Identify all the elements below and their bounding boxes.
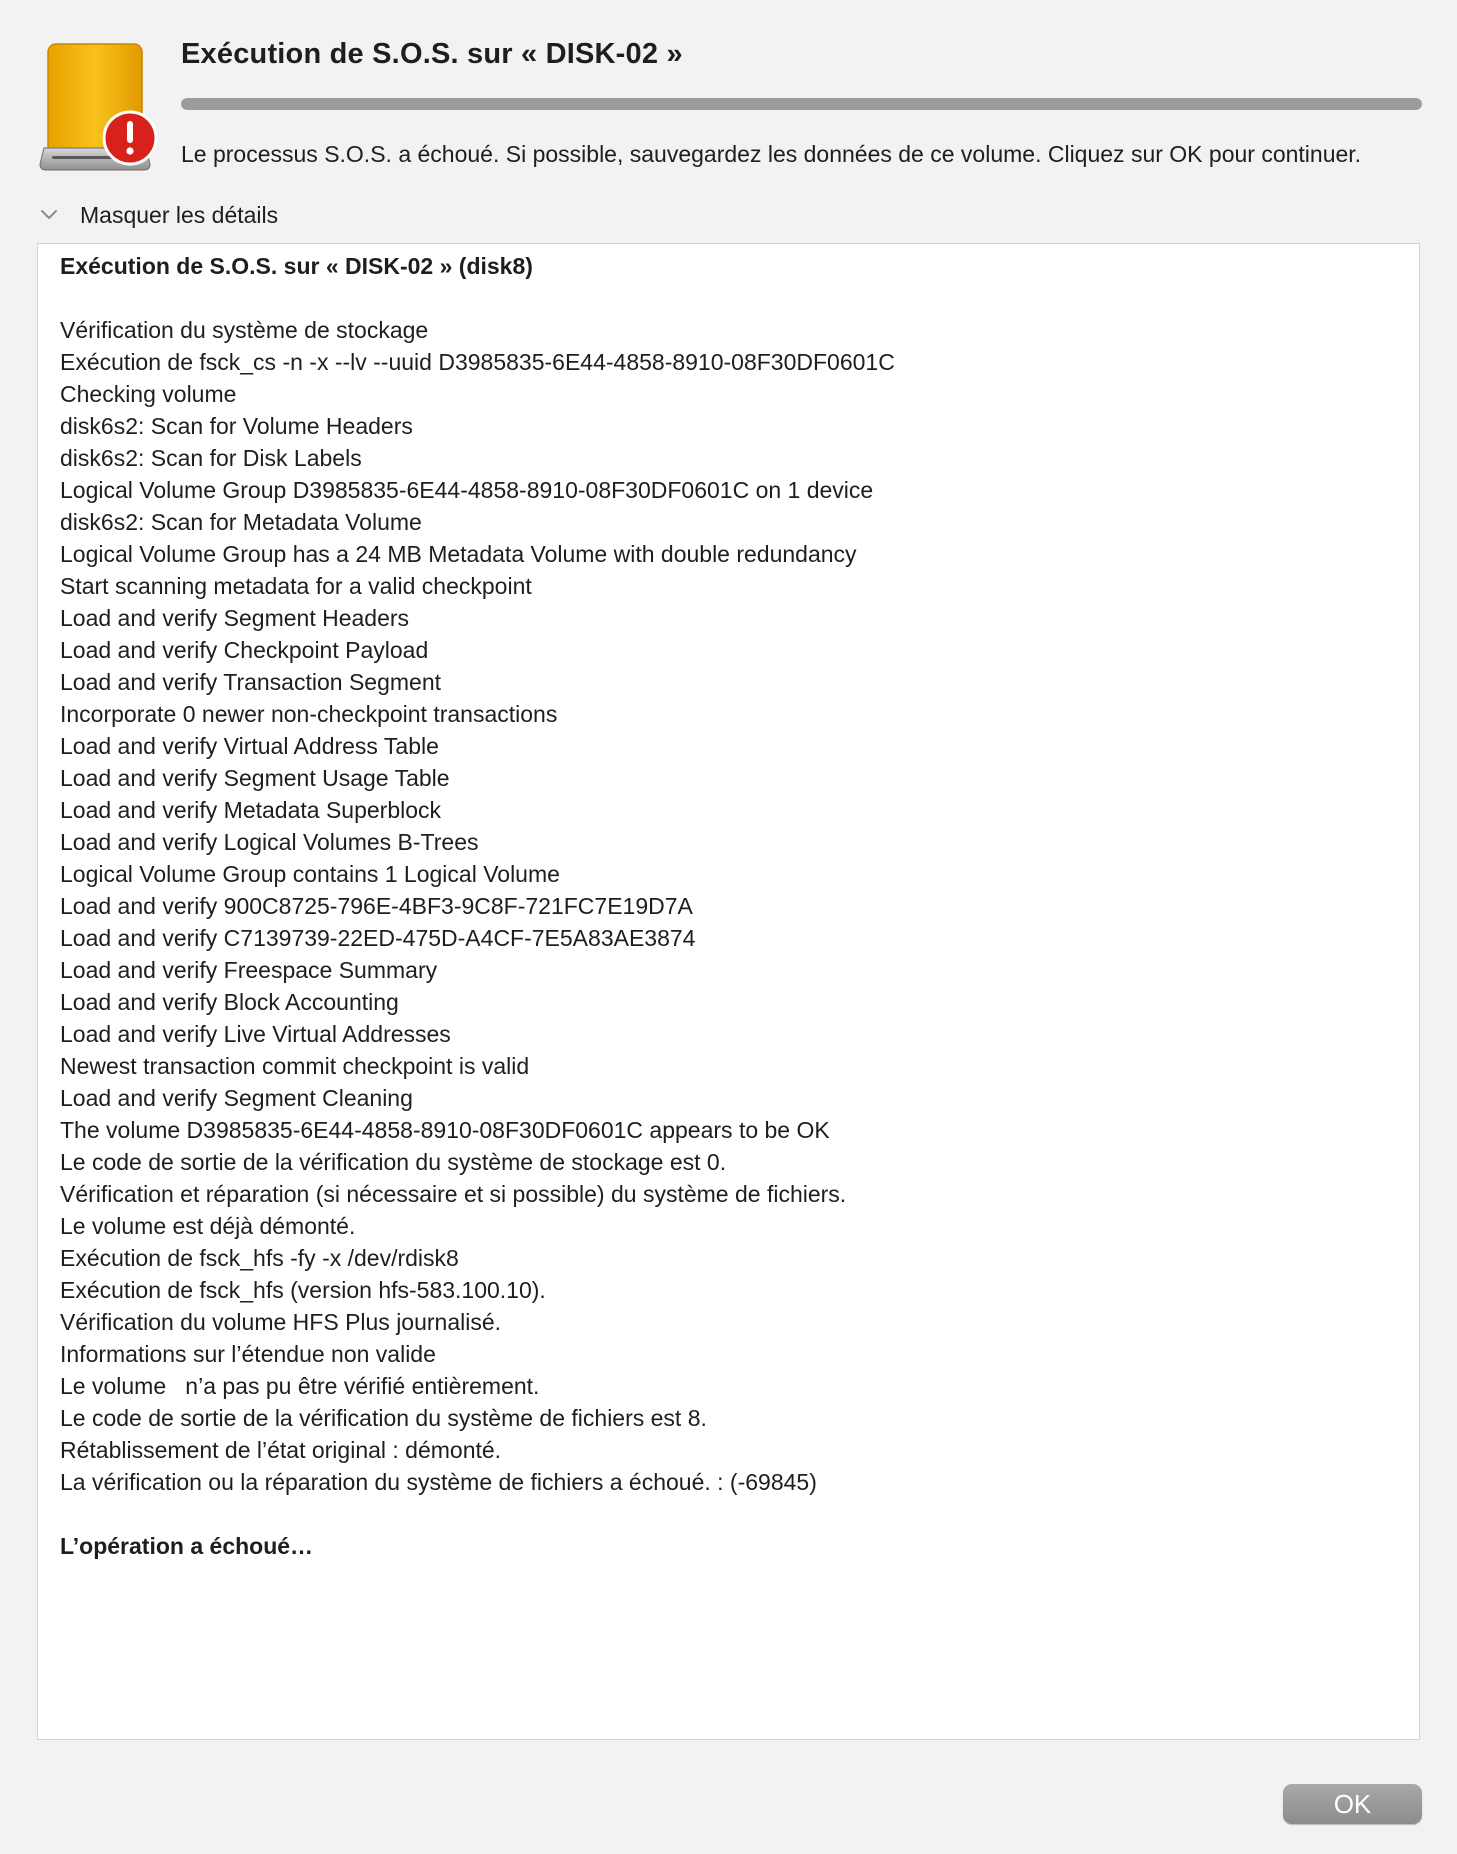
warning-badge-icon (102, 110, 158, 166)
log-line: Le code de sortie de la vérification du système de stockage est 0. (60, 1149, 727, 1175)
log-footer: L’opération a échoué… (60, 1533, 314, 1559)
log-line: La vérification ou la réparation du système de fichiers a échoué. : (-69845) (60, 1469, 817, 1495)
log-line: Load and verify Segment Cleaning (60, 1085, 413, 1111)
log-line: Exécution de fsck_hfs -fy -x /dev/rdisk8 (60, 1245, 459, 1271)
log-line: Vérification du volume HFS Plus journalisé. (60, 1309, 502, 1335)
dialog-message: Le processus S.O.S. a échoué. Si possible, sauvegardez les données de ce volume. Cliquez sur OK pour continuer. (181, 141, 1362, 167)
log-line: Load and verify Transaction Segment (60, 669, 442, 695)
chevron-down-icon[interactable] (38, 204, 60, 226)
log-line: Exécution de fsck_cs -n -x --lv --uuid D3985835-6E44-4858-8910-08F30DF0601C (60, 349, 895, 375)
log-line: Load and verify Checkpoint Payload (60, 637, 429, 663)
progress-fill (181, 98, 1422, 110)
log-line: disk6s2: Scan for Volume Headers (60, 413, 413, 439)
log-lines (60, 314, 1419, 1498)
log-spacer (60, 1498, 1419, 1530)
log-line: Rétablissement de l’état original : démonté. (60, 1437, 502, 1463)
log-line: Le code de sortie de la vérification du système de fichiers est 8. (60, 1405, 707, 1431)
log-line: Logical Volume Group contains 1 Logical Volume (60, 861, 560, 887)
log-line: Vérification et réparation (si nécessaire et si possible) du système de fichiers. (60, 1181, 847, 1207)
log-line: Load and verify Segment Headers (60, 605, 410, 631)
log-line: Logical Volume Group has a 24 MB Metadata Volume with double redundancy (60, 541, 857, 567)
progress-bar (181, 98, 1422, 110)
log-line: Informations sur l’étendue non valide (60, 1341, 436, 1367)
log-line: disk6s2: Scan for Disk Labels (60, 445, 362, 471)
log-line: Start scanning metadata for a valid checkpoint (60, 573, 532, 599)
log-line: Load and verify Freespace Summary (60, 957, 438, 983)
log-line: Load and verify 900C8725-796E-4BF3-9C8F-721FC7E19D7A (60, 893, 693, 919)
log-heading: Exécution de S.O.S. sur « DISK-02 » (disk8) (60, 253, 533, 279)
log-line: disk6s2: Scan for Metadata Volume (60, 509, 422, 535)
log-line: The volume D3985835-6E44-4858-8910-08F30DF0601C appears to be OK (60, 1117, 830, 1143)
details-log[interactable] (37, 243, 1420, 1740)
log-line: Le volume est déjà démonté. (60, 1213, 356, 1239)
log-line: Newest transaction commit checkpoint is valid (60, 1053, 530, 1079)
log-line: Load and verify Metadata Superblock (60, 797, 442, 823)
log-line: Exécution de fsck_hfs (version hfs-583.100.10). (60, 1277, 546, 1303)
log-line: Le volume n’a pas pu être vérifié entièrement. (60, 1373, 540, 1399)
log-line: Logical Volume Group D3985835-6E44-4858-8910-08F30DF0601C on 1 device (60, 477, 874, 503)
hide-details-toggle[interactable] (38, 200, 278, 230)
log-line: Vérification du système de stockage (60, 317, 429, 343)
log-line: Load and verify Segment Usage Table (60, 765, 450, 791)
dialog-title: Exécution de S.O.S. sur « DISK-02 » (181, 38, 683, 70)
ok-button[interactable]: OK (1283, 1784, 1422, 1824)
log-line: Load and verify Virtual Address Table (60, 733, 439, 759)
log-line: Load and verify C7139739-22ED-475D-A4CF-7E5A83AE3874 (60, 925, 696, 951)
hide-details-label[interactable]: Masquer les détails (80, 201, 279, 228)
log-line: Load and verify Block Accounting (60, 989, 399, 1015)
log-line: Load and verify Live Virtual Addresses (60, 1021, 451, 1047)
log-line: Incorporate 0 newer non-checkpoint transactions (60, 701, 558, 727)
log-line: Load and verify Logical Volumes B-Trees (60, 829, 479, 855)
log-spacer (60, 282, 1419, 314)
log-line: Checking volume (60, 381, 237, 407)
